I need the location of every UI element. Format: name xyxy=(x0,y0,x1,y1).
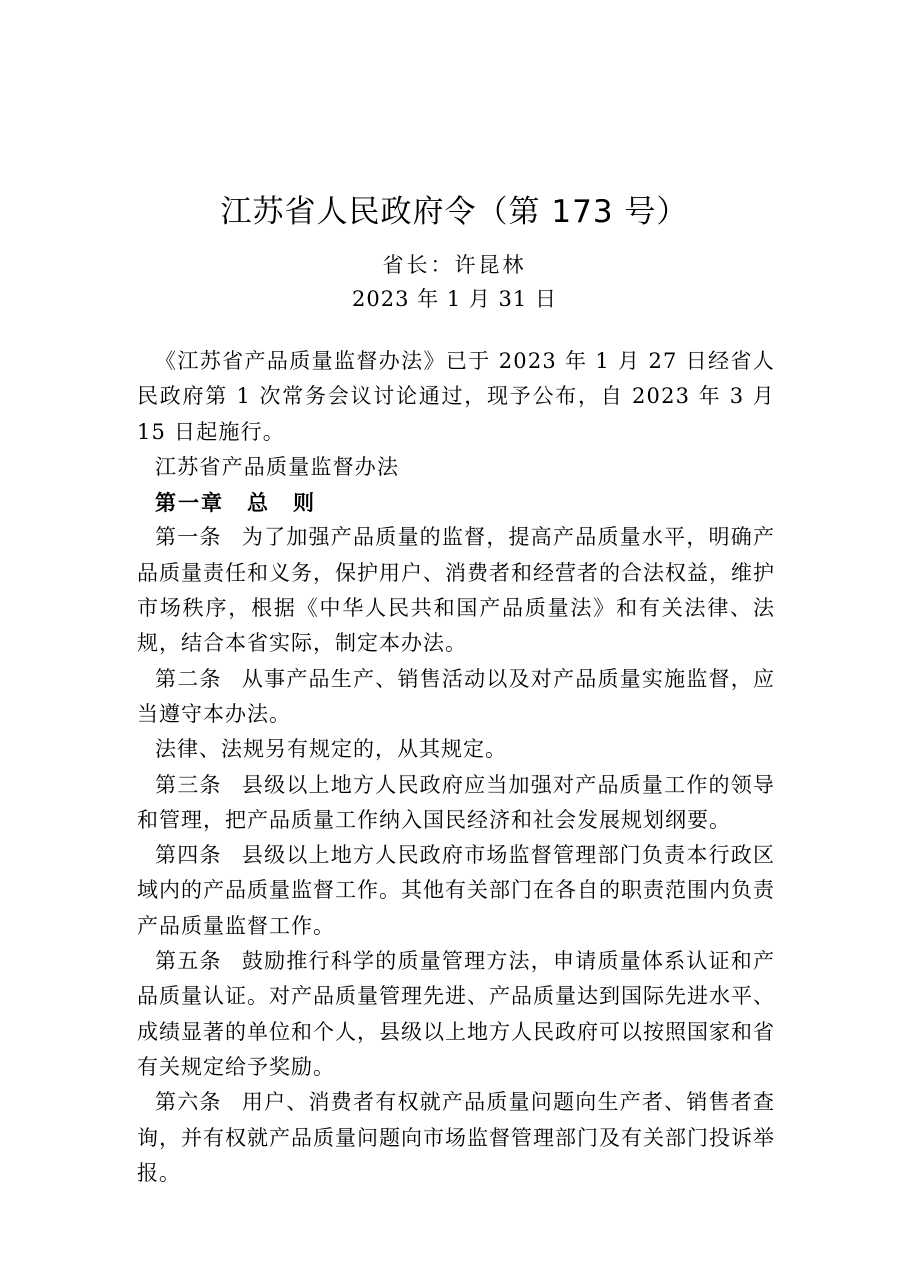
intro-paragraph: 《江苏省产品质量监督办法》已于 2023 年 1 月 27 日经省人民政府第 1 次常务会议讨论通过，现予公布，自 2023 年 3 月 15 日起施行。 xyxy=(137,349,775,444)
chapter-heading: 第一章 总 则 xyxy=(155,490,316,516)
article-text: 鼓励推行科学的质量管理方法，申请质量体系认证和产品质量认证。对产品质量管理先进、产品质量达到国际先进水平、成绩显著的单位和个人，县级以上地方人民政府可以按照国家和省有关规定给予奖励。 xyxy=(137,949,776,1079)
article-paragraph xyxy=(137,838,775,944)
article-label: 第一条 xyxy=(155,525,222,550)
signer-line: 省长：许昆林 xyxy=(382,253,527,277)
law-title: 江苏省产品质量监督办法 xyxy=(155,454,400,479)
article-text: 从事产品生产、销售活动以及对产品质量实施监督，应当遵守本办法。 xyxy=(137,666,776,726)
document-title: 江苏省人民政府令（第 173 号） xyxy=(220,194,689,230)
issue-date: 2023 年 1 月 31 日 xyxy=(352,287,557,311)
article-paragraph xyxy=(137,732,775,767)
article-label: 第五条 xyxy=(155,949,222,974)
article-paragraph xyxy=(137,662,775,733)
article-label: 第四条 xyxy=(155,843,222,868)
article-text: 法律、法规另有规定的，从其规定。 xyxy=(155,737,507,762)
article-text: 用户、消费者有权就产品质量问题向生产者、销售者查询，并有权就产品质量问题向市场监督管理部门及有关部门投诉举报。 xyxy=(137,1090,776,1185)
article-text: 县级以上地方人民政府市场监督管理部门负责本行政区域内的产品质量监督工作。其他有关部门在各自的职责范围内负责产品质量监督工作。 xyxy=(137,843,776,938)
article-label: 第六条 xyxy=(155,1090,222,1115)
article-paragraph xyxy=(137,768,775,839)
article-text: 为了加强产品质量的监督，提高产品质量水平，明确产品质量责任和义务，保护用户、消费者和经营者的合法权益，维护市场秩序，根据《中华人民共和国产品质量法》和有关法律、法规，结合本省实际，制定本办法。 xyxy=(137,525,776,656)
document-body xyxy=(137,344,775,1191)
article-paragraph xyxy=(137,520,775,661)
article-text: 县级以上地方人民政府应当加强对产品质量工作的领导和管理，把产品质量工作纳入国民经济和社会发展规划纲要。 xyxy=(137,772,776,832)
article-paragraph xyxy=(137,1085,775,1191)
article-paragraph xyxy=(137,944,775,1085)
article-label: 第二条 xyxy=(155,666,222,691)
article-label: 第三条 xyxy=(155,772,222,797)
